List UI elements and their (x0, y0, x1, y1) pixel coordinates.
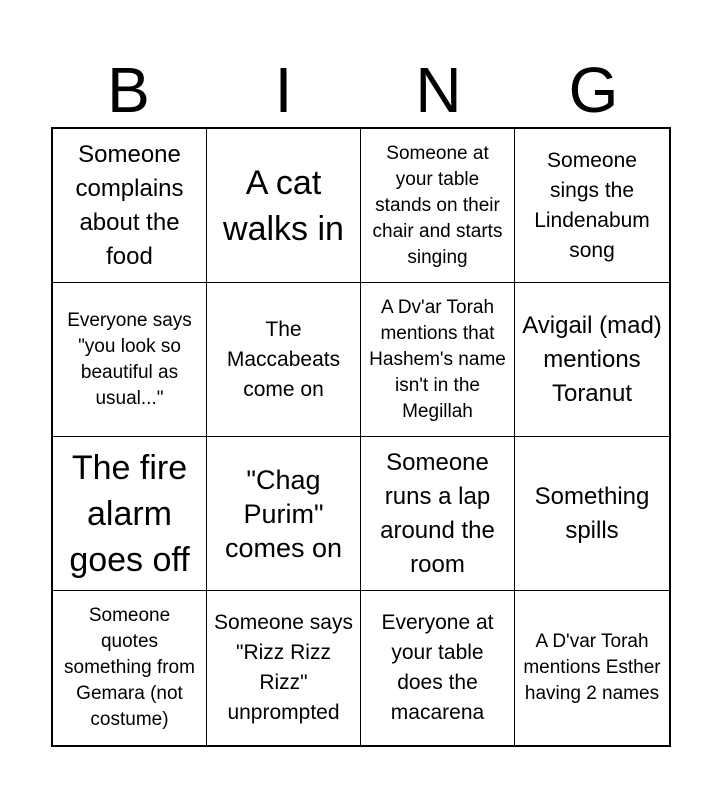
cell-text: The fire alarm goes off (69, 448, 190, 579)
cell-text: "Chag Purim" comes on (224, 464, 343, 563)
bingo-cell[interactable] (515, 591, 669, 745)
bingo-cell[interactable] (53, 283, 207, 437)
bingo-header (51, 52, 671, 128)
bingo-cell[interactable] (515, 129, 669, 283)
cell-text: Everyone at your table does the macarena (381, 611, 494, 724)
bingo-cell[interactable] (515, 437, 669, 591)
cell-text: Avigail (mad) mentions Toranut (522, 311, 662, 407)
bingo-cell[interactable] (207, 591, 361, 745)
cell-text: Something spills (534, 482, 650, 544)
bingo-cell[interactable] (361, 129, 515, 283)
bingo-cell[interactable] (361, 591, 515, 745)
bingo-board (51, 127, 671, 747)
bingo-cell[interactable] (53, 591, 207, 745)
bingo-cell[interactable] (207, 283, 361, 437)
cell-text: Someone runs a lap around the room (380, 448, 495, 578)
header-letter-n: N (415, 54, 462, 126)
header-letter-b: B (107, 54, 150, 126)
bingo-cell[interactable] (207, 437, 361, 591)
bingo-cell[interactable] (53, 129, 207, 283)
cell-text: A Dv'ar Torah mentions that Hashem's name isn't in the Megillah (369, 296, 506, 422)
cell-text: Everyone says "you look so beautiful as usual..." (67, 309, 192, 409)
cell-text: Someone says "Rizz Rizz Rizz" unprompted (214, 611, 353, 724)
bingo-cell[interactable] (207, 129, 361, 283)
cell-text: Someone sings the Lindenabum song (534, 148, 650, 262)
cell-text: A cat walks in (223, 163, 344, 248)
cell-text: The Maccabeats come on (226, 317, 341, 401)
bingo-cell[interactable] (361, 437, 515, 591)
cell-text: A D'var Torah mentions Esther having 2 names (523, 631, 661, 704)
header-letter-i: I (274, 54, 293, 126)
cell-text: Someone complains about the food (75, 140, 184, 270)
cell-text: Someone quotes something from Gemara (not costume) (64, 605, 195, 730)
bingo-cell[interactable] (515, 283, 669, 437)
bingo-cell[interactable] (361, 283, 515, 437)
header-letter-g: G (568, 54, 619, 126)
bingo-cell[interactable] (53, 437, 207, 591)
cell-text: Someone at your table stands on their chair and starts singing (372, 142, 503, 268)
